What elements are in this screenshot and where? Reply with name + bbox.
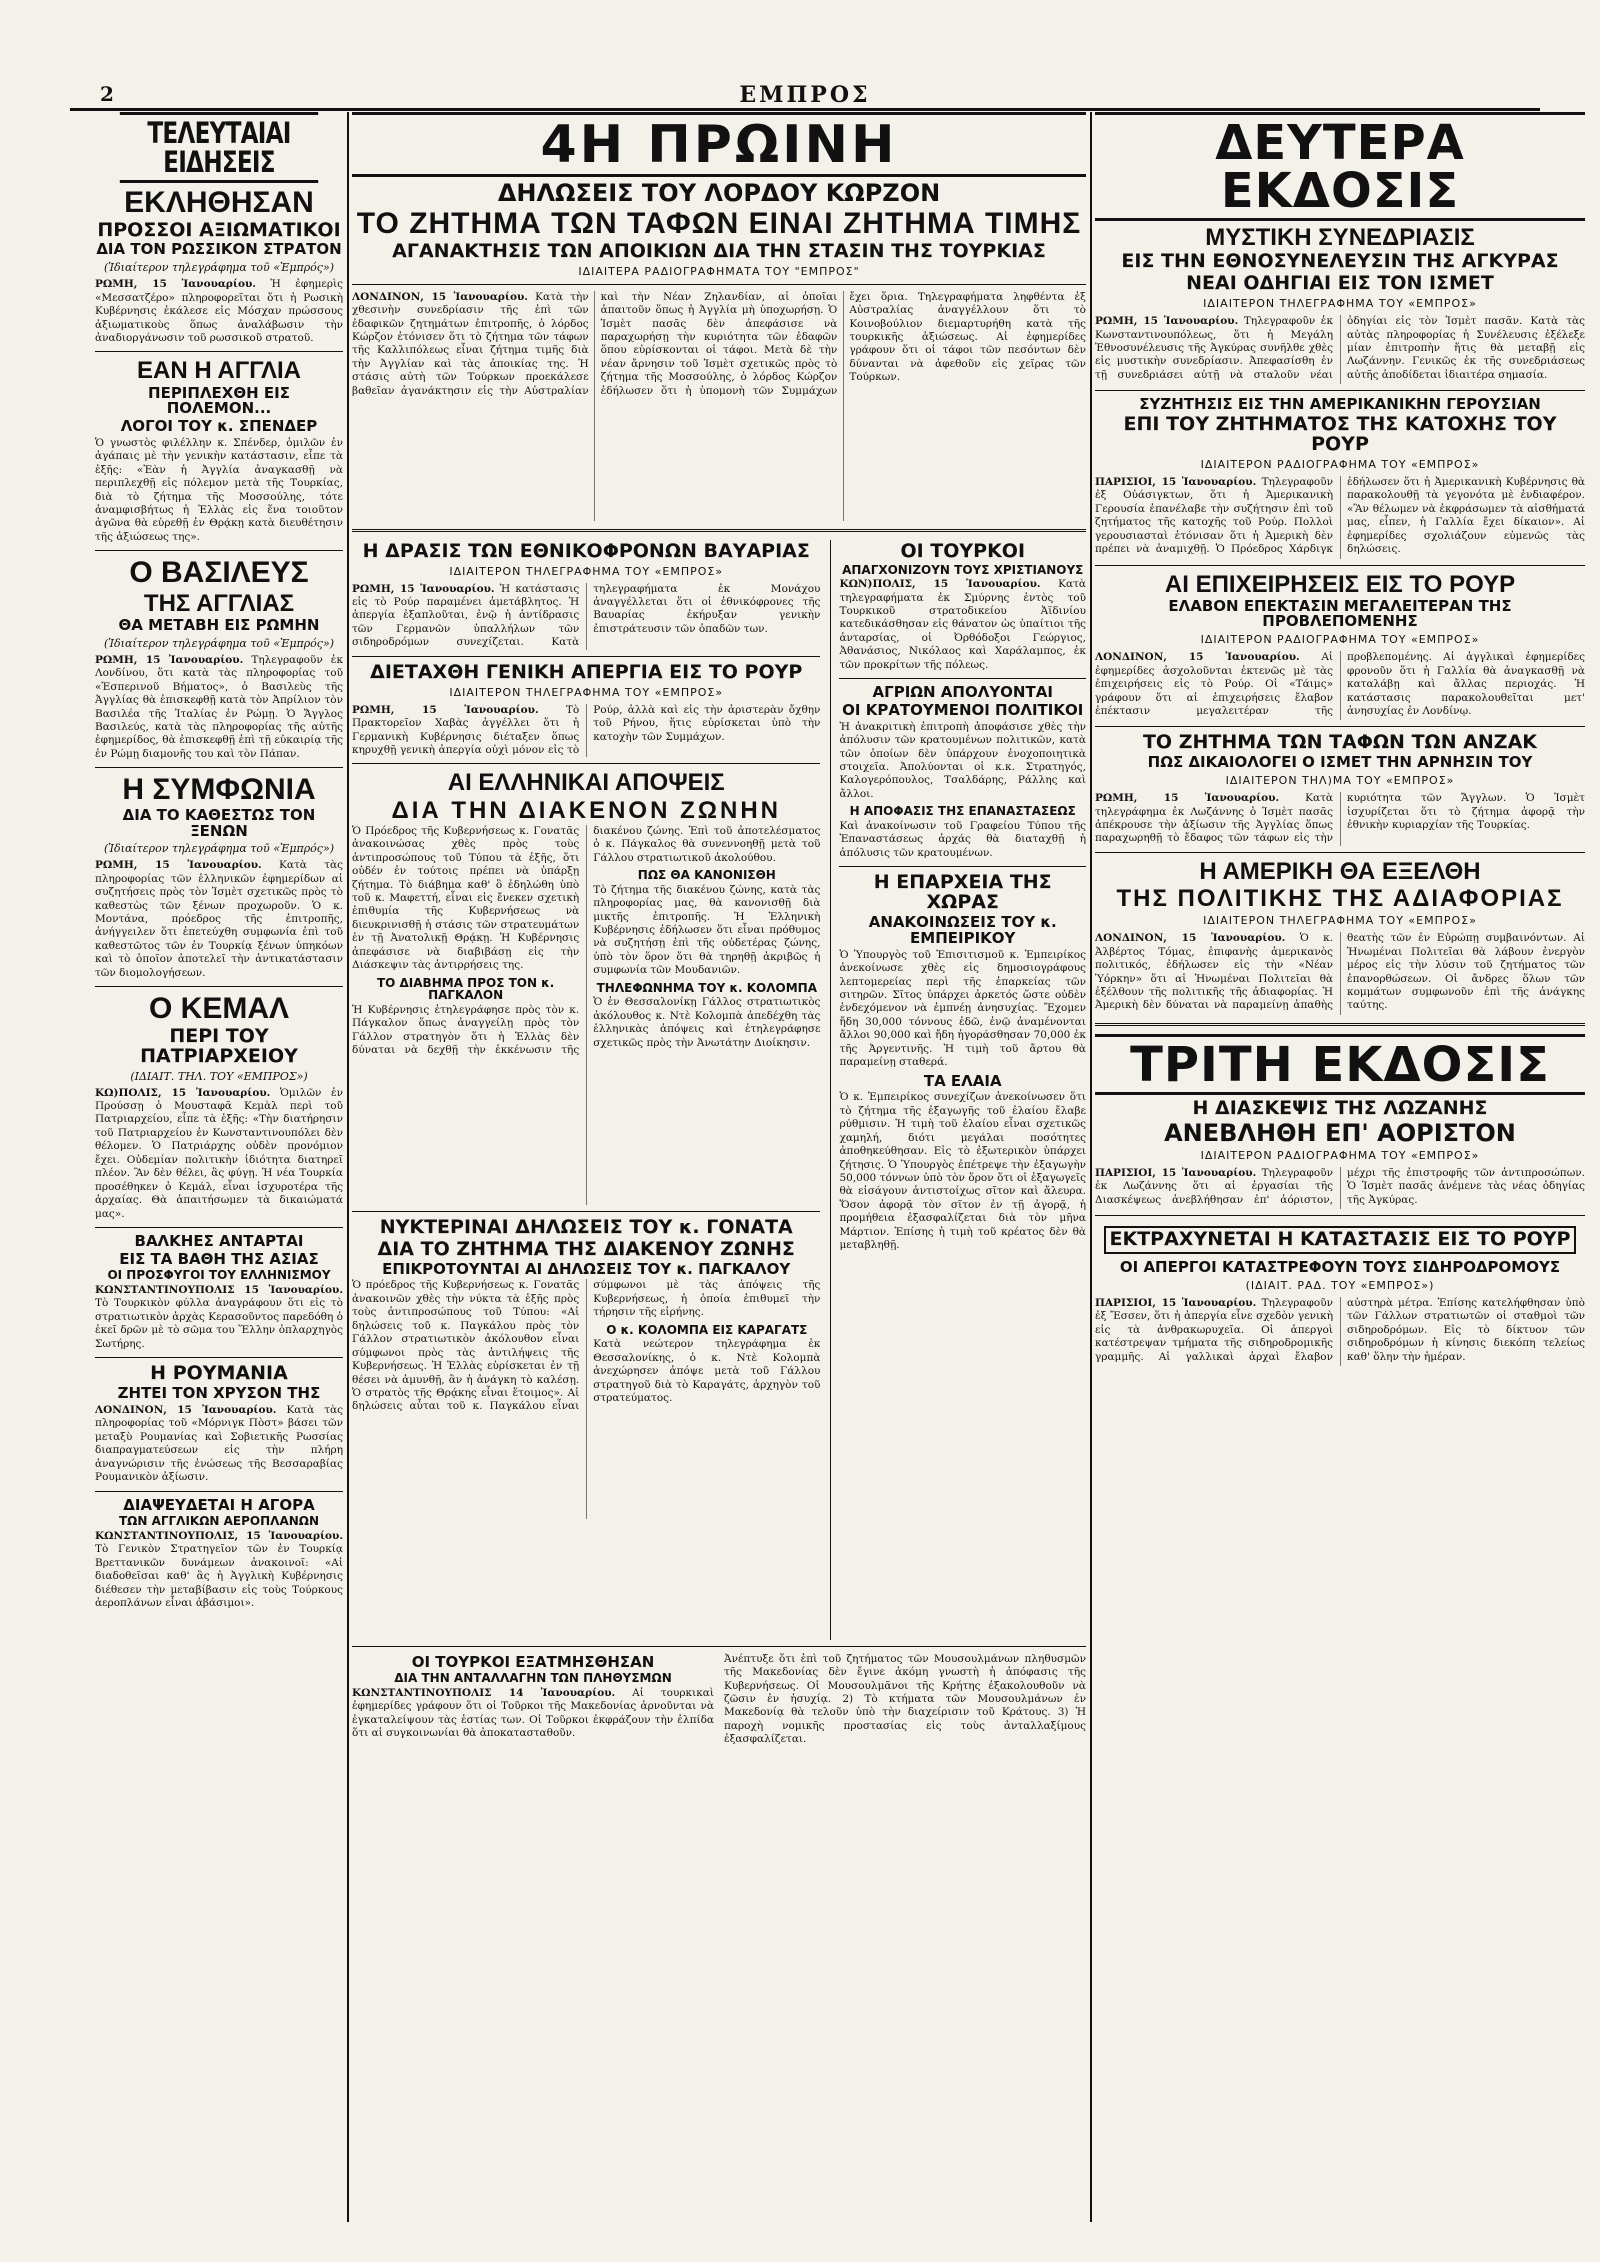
subheadline: ΠΕΡΙΠΛΕΧΘΗ ΕΙΣ ΠΟΛΕΜΟΝ... [148, 383, 290, 418]
divider [1095, 565, 1585, 566]
section-heading: Η ΑΠΟΦΑΣΙΣ ΤΗΣ ΕΠΑΝΑΣΤΑΣΕΩΣ [849, 804, 1076, 819]
dateline: ΡΩΜΗ, 15 Ἰανουαρίου. [95, 278, 256, 291]
subheadline: ΕΙΣ ΤΗΝ ΕΘΝΟΣΥΝΕΛΕΥΣΙΝ ΤΗΣ ΑΓΚΥΡΑΣ [1121, 250, 1559, 273]
divider [352, 1646, 1086, 1647]
middle-banner: 4Η ΠΡΩΙΝΗ [352, 112, 1086, 177]
dateline: ΠΑΡΙΣΙΟΙ, 15 Ἰανουαρίου. [1095, 1166, 1257, 1179]
left-banner: ΤΕΛΕΥΤΑΙΑΙ ΕΙΔΗΣΕΙΣ [120, 112, 318, 183]
headline: ΟΙ ΤΟΥΡΚΟΙ ΕΞΑΤΜΗΣΘΗΣΑΝ [411, 1652, 655, 1671]
dateline: ΡΩΜΗ, 15 Ἰανουαρίου. [1095, 792, 1280, 805]
article-airplanes-denied [95, 1495, 343, 1611]
subheadline: ΑΝΑΚΟΙΝΩΣΕΙΣ ΤΟΥ κ. ΕΜΠΕΙΡΙΚΟΥ [868, 913, 1057, 947]
dateline: ΛΟΝΔΙΝΟΝ, 15 Ἰανουαρίου. [95, 1403, 277, 1416]
column-divider-2 [1090, 112, 1092, 2222]
subheadline: ΕΠΙ ΤΟΥ ΖΗΤΗΜΑΤΟΣ ΤΗΣ ΚΑΤΟΧΗΣ ΤΟΥ ΡΟΥΡ [1123, 413, 1557, 455]
article-body: Τὸ Γενικὸν Στρατηγεῖον τῶν ἐν Τουρκίᾳ Βρεττανικῶν δυνάμεων ἀνακοινοῖ: «Αἱ διαδοθεῖσαι καθ' ἃς ἡ Ἀγγλικὴ Κυβέρνησις διέθεσεν τὴν μεταβίβασιν εἰς τοὺς Τούρκους ἀεροπλάνων εἶναι ἀβάσιμοι». [95, 1543, 343, 1610]
article-body: Ὁ κ. Ἐμπειρίκος συνεχίζων ἀνεκοίνωσεν ὅτι τὸ ζήτημα τῆς ἐξαγωγῆς τοῦ ἐλαίου ἔλαβε ρύθμισιν. Ἡ τιμὴ τοῦ ἐλαίου εἶναι σχετικῶς χαμηλή, διότι μεγάλαι ποσότητες ἀποθηκεύθησαν. Εἰς τὸ ἐξωτερικὸν ὑπάρχει ζήτησις. Ὁ Ὑπουργὸς ἐπέτρεψε τὴν ἐξαγωγὴν 50,000 τόννων ὑπὸ τὸν ὅρον ὅτι οἱ ἐξαγωγεῖς θὰ εἰσάγουν ἀντιστοίχως σῖτον καὶ ἄλευρα. Ὅσον ἀφορᾷ τὸν σῖτον ἐν τῇ ἀγορᾷ, ἡ προμήθεια ἐξασφαλίζεται διὰ τὸν μῆνα Μάρτιον. Ἐπίσης ἡ τιμὴ τοῦ κρέατος δὲν θὰ μεταβληθῇ. [839, 1091, 1086, 1252]
article-lausanne [1095, 1034, 1585, 1209]
dateline: ΡΩΜΗ, 15 Ἰανουαρίου. [1095, 315, 1239, 328]
subheadline: ΝΕΑΙ ΟΔΗΓΙΑΙ ΕΙΣ ΤΟΝ ΙΣΜΕΤ [1186, 272, 1494, 295]
subheadline: ΕΠΙΚΡΟΤΟΥΝΤΑΙ ΑΙ ΔΗΛΩΣΕΙΣ ΤΟΥ κ. ΠΑΓΚΑΛΟΥ [382, 1259, 791, 1278]
telegram-note: ΙΔΙΑΙΤΕΡΑ ΡΑΔΙΟΓΡΑΦΗΜΑΤΑ ΤΟΥ "ΕΜΠΡΟΣ" [578, 264, 860, 278]
article-romania-gold [95, 1364, 343, 1484]
divider [352, 284, 1086, 285]
subheadline: ΟΙ ΑΠΕΡΓΟΙ ΚΑΤΑΣΤΡΕΦΟΥΝ ΤΟΥΣ ΣΙΔΗΡΟΔΡΟΜΟΥΣ [1119, 1258, 1561, 1277]
headline: Η ΔΡΑΣΙΣ ΤΩΝ ΕΘΝΙΚΟΦΡΟΝΩΝ ΒΑΥΑΡΙΑΣ [362, 539, 810, 562]
subheadline: ΔΙΑ ΤΟΝ ΡΩΣΣΙΚΟΝ ΣΤΡΑΤΟΝ [96, 240, 342, 259]
subheadline: ΟΙ ΠΡΟΣΦΥΓΟΙ ΤΟΥ ΕΛΛΗΝΙΣΜΟΥ [107, 1268, 331, 1283]
section-heading: Ο κ. ΚΟΛΟΜΠΑ ΕΙΣ ΚΑΡΑΓΑΤΣ [606, 1322, 808, 1337]
article-body: Ἡ ἀνακριτικὴ ἐπιτροπὴ ἀποφάσισε χθὲς τὴν ἀπόλυσιν τῶν κρατουμένων πολιτικῶν, κατὰ τῶν ὁποίων δὲν ὑπάρχουν ἐνοχοποιητικὰ στοιχεῖα. Ἀπολύονται οἱ κ.κ. Στρατηγός, Καλογερόπουλος, Τσαλδάρης, Ράλλης καὶ ἄλλοι. [839, 720, 1086, 800]
subheadline: ΔΙΑ ΤΟ ΚΑΘΕΣΤΩΣ ΤΟΝ ΞΕΝΩΝ [122, 805, 316, 840]
subheadline: ΤΩΝ ΑΓΓΛΙΚΩΝ ΑΕΡΟΠΛΑΝΩΝ [118, 1514, 320, 1529]
section-heading: ΤΑ ΕΛΑΙΑ [923, 1071, 1002, 1090]
article-body: Ὁ Πρόεδρος τῆς Κυβερνήσεως κ. Γονατᾶς ἀνακοινώσας χθὲς πρὸς τοὺς ἀντιπροσώπους τοῦ Τύπου τὰ ἐξῆς, ὅτι οὐδέν ἐν τούτοις πρέπει νὰ ὑπάρξῃ ζήτημα. Τὸ διάβημα καθ' ὃ ἐδηλώθη ὑπὸ τοῦ κ. Μαφεττή, εἶναι εἰς ἔνεκεν σχετικὴ ἐπιθυμία τῆς Κυβερνήσεως νὰ διευκρινισθῇ ἡ στάσις τῶν στρατευμάτων ἐν τῇ Ἀνατολικῇ Θρᾴκῃ. Ἡ Κυβέρνησις ἀπεφάσισε νὰ διαβιβάσῃ εἰς τὴν Διάσκεψιν τὰς ἀντιρρήσεις της. [352, 824, 580, 972]
dateline: ΛΟΝΔΙΝΟΝ, 15 Ἰανουαρίου. [1095, 932, 1286, 945]
article-body: Κατὰ τὰς πληροφορίας τῶν ἑλληνικῶν ἐφημερίδων αἱ συζητήσεις πρὸς τὸν Ἰσμὲτ σχετικῶς πρὸς τὸ καθεστὼς τῶν ξένων προχωροῦν. Ὁ κ. Μοντάνα, πρόεδρος τῆς ἐπιτροπῆς, ἀνήγγειλεν ὅτι ἐπετεύχθη συμφωνία ἐπὶ τοῦ καθεστῶτος τῶν ἐν Τουρκίᾳ ξένων ὑπηκόων καὶ τὸ ὁποῖον ἀποτελεῖ τὴν ἀντικατάστασιν τῶν διομολογήσεων. [95, 859, 343, 979]
middle-column [352, 112, 1086, 2232]
dateline: ΠΑΡΙΣΙΟΙ, 15 Ἰανουαρίου. [1095, 475, 1257, 488]
article-body: Κατὰ τηλεγραφήματα ἐκ Σμύρνης ἐντὸς τοῦ Τουρκικοῦ στρατοδικείου Ἀϊδινίου κατεδικάσθησαν εἰς θάνατον ὡς ὑπαίτιοι τῆς ἀνταρσίας, οἱ Ὀρθόδοξοι Γεώργιος, Ἀθανάσιος, Νικόλαος καὶ Χαράλαμπος, ἐκ τῶν προκρίτων τῆς πόλεως. [839, 578, 1086, 671]
dateline: ΚΩΝΣΤΑΝΤΙΝΟΥΠΟΛΙΣ 14 Ἰανουαρίου. [352, 1686, 616, 1699]
source-note: (ΙΔΙΑΙΤ. ΤΗΛ. ΤΟΥ «ΕΜΠΡΟΣ») [130, 1069, 308, 1083]
article-political-prisoners [839, 685, 1086, 860]
dateline: ΡΩΜΗ, 15 Ἰανουαρίου. [352, 582, 495, 595]
left-column [95, 112, 343, 2232]
article-body: Ὁμιλῶν ἐν Προύσσῃ ὁ Μουσταφᾶ Κεμὰλ περὶ τοῦ Πατριαρχείου, εἶπε τὰ ἑξῆς: «Τὴν διατήρησιν τοῦ Πατριαρχείου ἐν Κωνσταντινουπόλει δὲν θέλομεν. Ὁ Πατριάρχης οὐδὲν προνόμιον ἔχει. Οὐδεμίαν πολιτικὴν ἰδιότητα διατηρεῖ πλέον. Ἂν δὲν θέλει, ἃς φύγῃ. Ἡ νέα Τουρκία προσέθηκεν ὁ Κεμάλ, εἶναι ἰσχυροτέρα τῆς ἀρχαίας. Θὰ ἀπαιτήσωμεν τὰ δικαιώματά μας». [95, 1086, 343, 1220]
divider [1095, 1215, 1585, 1216]
divider [352, 656, 820, 657]
subheadline: ΔΙΑ ΤΗΝ ΔΙΑΚΕΝΟΝ ΖΩΝΗΝ [391, 796, 781, 824]
article-gonatas [352, 1215, 821, 1520]
article-body: Ἡ ἐφημερὶς «Μεσσατζέρο» πληροφορεῖται ὅτι ἡ Ρωσικὴ Κυβέρνησις ἐκάλεσε εἰς Μόσχαν πρώσσους ἀξιωματικοὺς ὅπως ἀναλάβωσιν τὴν ἀναδιοργάνωσιν τοῦ ρωσσικοῦ στρατοῦ. [95, 278, 343, 344]
headline: ΝΥΚΤΕΡΙΝΑΙ ΔΗΛΩΣΕΙΣ ΤΟΥ κ. ΓΟΝΑΤΑ [379, 1215, 793, 1238]
subheadline: ΟΙ ΚΡΑΤΟΥΜΕΝΟΙ ΠΟΛΙΤΙΚΟΙ [842, 700, 1084, 719]
article-greek-views [352, 770, 820, 1204]
article-body: Αἱ ἐφημερίδες ἀσχολοῦνται ἐκτενῶς μὲ τὰς ἐπιχειρήσεις εἰς τὸ Ρούρ. Οἱ «Τάιμς» γράφουν ὅτι αἱ ἐπιχειρήσεις ἔλαβον ἐπέκτασιν μεγαλειτέραν τῆς προβλεπομένης. Αἱ ἀγγλικαὶ ἐφημερίδες φρονοῦν ὅτι ἡ Γαλλία θὰ ἀναγκασθῇ νὰ καταλάβῃ καὶ ἄλλας περιοχάς. Ἡ κατάστασις παρακολουθεῖται μετ' ἀνησυχίας ἐν Λονδίνῳ. [1095, 651, 1585, 717]
page-header [70, 78, 1540, 111]
article-ruhr-escalation [1095, 1222, 1585, 1366]
article-body: Ὁ Ὑπουργὸς τοῦ Ἐπισιτισμοῦ κ. Ἐμπειρίκος ἀνεκοίνωσε χθὲς εἰς δημοσιογράφους λεπτομερείας περὶ τῆς ἐπαρκείας τῶν σιτηρῶν. Σῖτος ὑπάρχει ἀρκετός ὥστε οὐδὲν ἐνδεχόμενον νὰ ἐμπνέῃ ἀνησυχίας. Ἔχομεν ἤδη 30,000 τόννους ἐδῶ, ἐνῷ ἀναμένονται ἄλλοι 90,000 καὶ ἤδη ἠγοράσθησαν 70,000 ἐκ τῆς Ἀργεντινῆς. Ἡ τιμὴ τοῦ ἄρτου θὰ παραμείνῃ σταθερά. [839, 948, 1086, 1069]
subheadline: ΠΩΣ ΔΙΚΑΙΟΛΟΓΕΙ Ο ΙΣΜΕΤ ΤΗΝ ΑΡΝΗΣΙΝ ΤΟΥ [1147, 753, 1533, 772]
article-body: Ὁ γνωστὸς φιλέλλην κ. Σπένδερ, ὁμιλῶν ἐν ἀγάπαις μὲ τὴν γενικὴν κατάστασιν, εἶπε τὰ ἑξῆς: «Ἐὰν ἡ Ἀγγλία ἀναγκασθῇ νὰ περιπλεχθῇ εἰς πόλεμον μετὰ τῆς Τουρκίας, διὰ τὸ ζήτημα τῆς Μοσσούλης, τότε ἀναμφισβήτως ἡ Ἑλλὰς εἰς ἕνα τοιοῦτον ἀγῶνα θὰ εὑρεθῇ ἐν Θρᾴκῃ κατὰ διευθέτησιν τῆς ἀξιώσεως της». [95, 436, 343, 543]
dateline: ΠΑΡΙΣΙΟΙ, 15 Ἰανουαρίου. [1095, 1296, 1257, 1309]
subheadline: ΑΓΑΝΑΚΤΗΣΙΣ ΤΩΝ ΑΠΟΙΚΙΩΝ ΔΙΑ ΤΗΝ ΣΤΑΣΙΝ ΤΗΣ ΤΟΥΡΚΙΑΣ [392, 239, 1046, 262]
subheadline: ΘΑ ΜΕΤΑΒΗ ΕΙΣ ΡΩΜΗΝ [118, 616, 320, 634]
subheadline: ΔΙΑ ΤΟ ΖΗΤΗΜΑ ΤΗΣ ΔΙΑΚΕΝΟΥ ΖΩΝΗΣ [377, 1237, 795, 1260]
page-number: 2 [100, 82, 114, 106]
right-banner: ΔΕΥΤΕΡΑ ΕΚΔΟΣΙΣ [1095, 112, 1585, 221]
divider [95, 1491, 343, 1492]
headline: ΕΑΝ Η ΑΓΓΛΙΑ [136, 357, 302, 385]
telegram-note: ΙΔΙΑΙΤΕΡΟΝ ΡΑΔΙΟΓΡΑΦΗΜΑ ΤΟΥ «ΕΜΠΡΟΣ» [1200, 633, 1480, 647]
headline-main: ΤΟ ΖΗΤΗΜΑ ΤΩΝ ΤΑΦΩΝ ΕΙΝΑΙ ΖΗΤΗΜΑ ΤΙΜΗΣ [356, 207, 1082, 241]
divider [1095, 726, 1585, 727]
telegram-note: ΙΔΙΑΙΤΕΡΟΝ ΡΑΔΙΟΓΡΑΦΗΜΑ ΤΟΥ «ΕΜΠΡΟΣ» [1200, 457, 1480, 471]
article-body: Τὸ ζήτημα τῆς διακένου ζώνης, κατὰ τὰς πληροφορίας μας, θὰ κανονισθῇ διὰ μικτῆς ἐπιτροπῆς. Ἡ Ἑλληνικὴ Κυβέρνησις ἐδήλωσεν ὅτι εἶναι πρόθυμος νὰ συζητήσῃ ἐπὶ τῆς οὐδετέρας ζώνης, ὑπὸ τὸν ὅρον ὅτι θὰ τηρηθῇ ἀκριβῶς ἡ συμφωνία τῶν Μουδανιῶν. [593, 883, 821, 977]
article-body: Τηλεγραφοῦν ἐξ Οὐάσιγκτων, ὅτι ἡ Ἀμερικανικὴ Γερουσία ἐπανέλαβε τὴν συζήτησιν ἐπὶ τοῦ ζητήματος τῆς κατοχῆς τοῦ Ρούρ. Πολλοὶ γερουσιασταὶ ἐτόνισαν ὅτι ἡ Ἀμερικὴ δὲν πρέπει νὰ ἀναμιχθῇ. Ὁ Πρόεδρος Χάρδιγκ ἐδήλωσεν ὅτι ἡ Ἀμερικανικὴ Κυβέρνησις θὰ παρακολουθῇ τὰ γεγονότα μὲ ἐνδιαφέρον. «Ἂν θέλωμεν νὰ ἐκφράσωμεν τὰ αἰσθήματά μας, εἶπεν, ἡ Γαλλία ἔχει δίκαιον». Αἱ ἐφημερίδες σχολιάζουν εὐμενῶς τὰς δηλώσεις. [1095, 475, 1585, 556]
section-heading: ΤΗΛΕΦΩΝΗΜΑ ΤΟΥ κ. ΚΟΛΟΜΠΑ [596, 980, 818, 995]
article-food-supply [839, 873, 1086, 1252]
headline: ΤΟ ΖΗΤΗΜΑ ΤΩΝ ΤΑΦΩΝ ΤΩΝ ΑΝΖΑΚ [1142, 731, 1538, 754]
article-prussian-officers [95, 187, 343, 345]
dateline: ΚΩΝ)ΠΟΛΙΣ, 15 Ἰανουαρίου. [839, 578, 1041, 591]
dateline: ΡΩΜΗ, 15 Ἰανουαρίου. [95, 653, 244, 666]
subheadline: ΠΕΡΙ ΤΟΥ ΠΑΤΡΙΑΡΧΕΙΟΥ [140, 1024, 298, 1067]
article-rebels-asia [95, 1231, 343, 1351]
dateline: ΡΩΜΗ, 15 Ἰανουαρίου. [352, 703, 539, 716]
newspaper-name: ΕΜΠΡΟΣ [739, 82, 871, 108]
headline: Η ΕΠΑΡΧΕΙΑ ΤΗΣ ΧΩΡΑΣ [873, 871, 1052, 914]
headline: Ο ΚΕΜΑΛ [148, 992, 289, 1026]
dateline: ΛΟΝΔΙΝΟΝ, 15 Ἰανουαρίου. [352, 290, 528, 303]
article-foreigners-agreement [95, 774, 343, 980]
headline: Η ΡΟΥΜΑΝΙΑ [150, 1362, 288, 1385]
article-body: Ὁ ἐν Θεσσαλονίκῃ Γάλλος στρατιωτικὸς ἀκόλουθος κ. Ντὲ Κολομπὰ ἀπεδέχθη τὰς ἑλληνικὰς ἀπόψεις καὶ ἐτηλεγράφησε σχετικῶς πρὸς τὴν Ἀνωτάτην Διοίκησιν. [593, 996, 821, 1049]
subheadline: ΑΠΑΓΧΟΝΙΖΟΥΝ ΤΟΥΣ ΧΡΙΣΤΙΑΝΟΥΣ [842, 562, 1084, 577]
article-us-senate [1095, 397, 1585, 558]
divider [95, 1227, 343, 1228]
section-heading: ΠΩΣ ΘΑ ΚΑΝΟΝΙΣΘΗ [637, 868, 776, 883]
subheadline: ΤΗΣ ΠΟΛΙΤΙΚΗΣ ΤΗΣ ΑΔΙΑΦΟΡΙΑΣ [1116, 885, 1564, 912]
article-ankara-session [1095, 225, 1585, 384]
subheadline: ΔΙΑ ΤΗΝ ΑΝΤΑΛΛΑΓΗΝ ΤΩΝ ΠΛΗΘΥΣΜΩΝ [394, 1671, 672, 1686]
subheadline: ΠΡΟΣΣΟΙ ΑΞΙΩΜΑΤΙΚΟΙ [97, 218, 341, 241]
divider [95, 351, 343, 352]
article-body: Ὁ πρόεδρος τῆς Κυβερνήσεως κ. Γονατᾶς ἀνακοινῶν χθὲς τὴν νύκτα τὰ ἑξῆς πρὸς τοὺς ἀντιπροσώπους τοῦ Τύπου: «Αἱ δηλώσεις τοῦ κ. Παγκάλου πρὸς τὸν Γάλλον στρατιωτικὸν ἀκόλουθον εἶναι σύμφωνοι πρὸς τὰς ἀντιλήψεις τῆς Κυβερνήσεως. Ἡ Ἑλλὰς εὑρίσκεται ἐν τῇ θέσει νὰ ἀμυνθῇ, ἂν ἡ ἀνάγκη τὸ καλέσῃ. Ὁ στρατὸς τῆς Θρᾴκης εἶναι ἕτοιμος». Αἱ δηλώσεις αὗται τοῦ κ. Παγκάλου εἶναι σύμφωνοι μὲ τὰς ἀπόψεις τῆς Κυβερνήσεως, ἡ ὁποία ἐπιθυμεῖ τὴν τήρησιν τῆς εἰρήνης. [352, 1279, 821, 1413]
section-heading: ΤΟ ΔΙΑΒΗΜΑ ΠΡΟΣ ΤΟΝ κ. ΠΑΓΚΑΛΟΝ [376, 975, 555, 1003]
subheadline: ΕΛΑΒΟΝ ΕΠΕΚΤΑΣΙΝ ΜΕΓΑΛΕΙΤΕΡΑΝ ΤΗΣ ΠΡΟΒΛΕΠΟΜΕΝΗΣ [1168, 596, 1512, 631]
telegram-note: ΙΔΙΑΙΤΕΡΟΝ ΤΗΛ)ΜΑ ΤΟΥ «ΕΜΠΡΟΣ» [1225, 774, 1455, 788]
article-england-war [95, 358, 343, 544]
dateline: ΚΩΝΣΤΑΝΤΙΝΟΥΠΟΛΙΣ 15 Ἰανουαρίου. [95, 1284, 343, 1297]
divider [1095, 1023, 1585, 1026]
telegram-note: ΙΔΙΑΙΤΕΡΟΝ ΤΗΛΕΓΡΑΦΗΜΑ ΤΟΥ «ΕΜΠΡΟΣ» [1203, 914, 1477, 928]
headline: ΕΚΛΗΘΗΣΑΝ [124, 186, 314, 219]
article-body: Αἱ τουρκικαὶ ἐφημερίδες γράφουν ὅτι οἱ Τοῦρκοι τῆς Μακεδονίας ἀρνοῦνται νὰ ἐγκαταλείψουν τὰς ἑστίας των. Οἱ Τοῦρκοι ἐκφράζουν τὴν ἐλπίδα ὅτι αἱ συγκοινωνίαι θὰ ἀποκατασταθοῦν. [352, 1686, 714, 1740]
article-ruhr-operations [1095, 572, 1585, 721]
telegram-note: ΙΔΙΑΙΤΕΡΟΝ ΤΗΛΕΓΡΑΦΗΜΑ ΤΟΥ «ΕΜΠΡΟΣ» [449, 564, 724, 578]
headline: ΔΗΛΩΣΕΙΣ ΤΟΥ ΛΟΡΔΟΥ ΚΩΡΖΟΝ [497, 179, 941, 207]
dateline: ΚΩΝΣΤΑΝΤΙΝΟΥΠΟΛΙΣ, 15 Ἰανουαρίου. [95, 1529, 343, 1542]
headline: ΕΚΤΡΑΧΥΝΕΤΑΙ Η ΚΑΤΑΣΤΑΣΙΣ ΕΙΣ ΤΟ ΡΟΥΡ [1104, 1226, 1577, 1254]
article-body: Κατὰ τὰς πληροφορίας τοῦ «Μόρνιγκ Πὸστ» βάσει τῶν μεταξὺ Ρουμανίας καὶ Σοβιετικῆς Ρωσσίας διαπραγματεύσεων εἰς τὴν πλήρη ἀναγνώρισιν τῆς ἐνώσεως τῆς Βεσσαραβίας Ρουμανικὸν ἀξίωσιν. [95, 1403, 343, 1484]
article-body: Καὶ ἀνακοίνωσιν τοῦ Γραφείου Τύπου τῆς Ἐπαναστάσεως ἀρχάς θὰ διαταχθῇ ἡ ἀπόλυσις τῶν κρατουμένων. [839, 819, 1086, 859]
third-edition-banner: ΤΡΙΤΗ ΕΚΔΟΣΙΣ [1095, 1034, 1585, 1095]
headline: Η ΑΜΕΡΙΚΗ ΘΑ ΕΞΕΛΘΗ [1199, 857, 1481, 885]
headline-line2: ΤΗΣ ΑΓΓΛΙΑΣ [143, 589, 295, 617]
telegram-note: ΙΔΙΑΙΤΕΡΟΝ ΤΗΛΕΓΡΑΦΗΜΑ ΤΟΥ «ΕΜΠΡΟΣ» [1203, 297, 1477, 311]
headline: ΑΙ ΕΛΛΗΝΙΚΑΙ ΑΠΟΨΕΙΣ [447, 769, 725, 797]
source-note: (Ἰδιαίτερον τηλεγράφημα τοῦ «Ἐμπρός») [103, 636, 334, 650]
divider [352, 529, 1086, 532]
article-body: Κατὰ νεώτερον τηλεγράφημα ἐκ Θεσσαλονίκης, ὁ κ. Ντὲ Κολομπὰ ἀνεχώρησεν ἀπόψε μετὰ τοῦ Γάλλου στρατηγοῦ διὰ τὸ Καραγάτς, ἀρχηγὸν τοῦ στρατεύματος. [593, 1338, 821, 1405]
subheadline: ΕΙΣ ΤΑ ΒΑΘΗ ΤΗΣ ΑΣΙΑΣ [119, 1249, 319, 1268]
article-america-indifference [1095, 859, 1585, 1015]
telegram-note: ΙΔΙΑΙΤΕΡΟΝ ΡΑΔΙΟΓΡΑΦΗΜΑ ΤΟΥ «ΕΜΠΡΟΣ» [1200, 1148, 1480, 1162]
headline: ΑΙ ΕΠΙΧΕΙΡΗΣΕΙΣ ΕΙΣ ΤΟ ΡΟΥΡ [1164, 570, 1516, 598]
telegram-note: ΙΔΙΑΙΤΕΡΟΝ ΤΗΛΕΓΡΑΦΗΜΑ ΤΟΥ «ΕΜΠΡΟΣ» [449, 685, 724, 699]
divider [1095, 390, 1585, 391]
divider [839, 866, 1086, 867]
article-body: Τηλεγραφοῦν ἐκ Κωνσταντινουπόλεως, ὅτι ἡ Μεγάλη Ἐθνοσυνέλευσις τῆς Ἀγκύρας συνῆλθε χθὲς εἰς μυστικὴν συνεδρίασιν. Ἀπεφασίσθη ἐν τῇ συνεδριάσει αὐτῇ νὰ σταλοῦν νέαι ὁδηγίαι εἰς τὸν Ἰσμὲτ πασᾶν. Κατὰ τὰς αὐτὰς πληροφορίας ἡ Συνέλευσις ἐξέλεξε μίαν ἐπιτροπὴν ἥτις θὰ μεταβῇ εἰς Λωζάννην. Γενικῶς ἐκ τῆς συνεδριάσεως αὐτῆς ἀποδίδεται ἰδιαιτέρα σημασία. [1095, 315, 1585, 381]
article-body: Τὸ Πρακτορεῖον Χαβὰς ἀγγέλλει ὅτι ἡ Γερμανικὴ Κυβέρνησις διέταξεν ὅπως κηρυχθῇ γενικὴ ἀπεργία οὐχὶ μόνον εἰς τὸ Ρούρ, ἀλλὰ καὶ εἰς τὴν ἀριστερὰν ὄχθην τοῦ Ρήνου, ἥτις εὑρίσκεται ὑπὸ τὴν κατοχὴν τῶν Συμμάχων. [352, 703, 821, 756]
subheadline: ΖΗΤΕΙ ΤΟΝ ΧΡΥΣΟΝ ΤΗΣ [117, 1384, 321, 1403]
article-bavaria [352, 539, 821, 650]
dateline: ΚΩ)ΠΟΛΙΣ, 15 Ἰανουαρίου. [95, 1086, 271, 1099]
article-king-england [95, 557, 343, 761]
divider [95, 767, 343, 768]
headline: Η ΣΥΜΦΩΝΙΑ [122, 773, 316, 807]
article-ruhr-strike [352, 660, 821, 758]
column-divider-1 [347, 112, 349, 2222]
article-anzac-graves [1095, 733, 1585, 845]
article-body: Τηλεγραφοῦν ἐξ Ἔσσεν, ὅτι ἡ ἀπεργία εἶνε σχεδὸν γενικὴ εἰς τὰ ἀνθρακωρυχεῖα. Οἱ ἀπεργοὶ κατέστρεψαν τμήματα τῆς σιδηροδρομικῆς γραμμῆς. Αἱ γαλλικαὶ ἀρχαὶ ἔλαβον αὐστηρὰ μέτρα. Ἐπίσης κατελήφθησαν ὑπὸ τῶν Γάλλων στρατιωτῶν οἱ σταθμοὶ τῶν σιδηροδρόμων. Εἰς τὸ δίκτυον τῶν σιδηροδρόμων ἡ κίνησις διεκόπη τελείως καθ' ὅλην τὴν ἡμέραν. [1095, 1296, 1585, 1363]
article-turks-hang-christians [839, 539, 1086, 673]
telegram-note: (ΙΔΙΑΙΤ. ΡΑΔ. ΤΟΥ «ΕΜΠΡΟΣ») [1245, 1278, 1435, 1292]
dateline: ΡΩΜΗ, 15 Ἰανουαρίου. [95, 859, 262, 872]
article-body: Ἡ κατάστασις εἰς τὸ Ρούρ παραμένει ἀμετάβλητος. Ἡ ἀπεργία ἐξαπλοῦται, ἐνῷ ἡ ἀντίδρασις τῶν Γερμανῶν ὑπαλλήλων τῶν σιδηροδρόμων συνεχίζεται. Κατὰ τηλεγραφήματα ἐκ Μονάχου ἀναγγέλλεται ὅτι οἱ ἐθνικόφρονες τῆς Βαυαρίας ἐκήρυξαν γενικὴν ἐπιστράτευσιν τῶν ὀπαδῶν των. [352, 582, 821, 649]
divider [352, 1211, 820, 1212]
article-body: Τηλεγραφοῦν ἐκ Λωζάννης ὅτι αἱ ἐργασίαι τῆς Διασκέψεως ἀνεβλήθησαν ἐπ' ἀόριστον, μέχρι τῆς ἐπιστροφῆς τῶν ἀντιπροσώπων. Ὁ Ἰσμὲτ πασᾶς ἀνέμενε τὰς νέας ὁδηγίας τῆς Ἀγκύρας. [1095, 1166, 1585, 1206]
divider [95, 550, 343, 551]
headline: ΑΓΡΙΩΝ ΑΠΟΛΥΟΝΤΑΙ [872, 683, 1053, 702]
article-body: Ἡ Κυβέρνησις ἐτηλεγράφησε πρὸς τὸν κ. Πάγκαλον ὅπως ἀναγγείλῃ πρὸς τὸν Γάλλον στρατηγὸν ὅτι ἡ Ἑλλὰς δὲν δύναται νὰ δεχθῇ τὴν ἐκκένωσιν τῆς διακένου ζώνης. Ἐπὶ τοῦ ἀποτελέσματος ὁ κ. Πάγκαλος θὰ συνεννοηθῇ μετὰ τοῦ Γάλλου στρατιωτικοῦ ἀκολούθου. [352, 824, 821, 1057]
headline: ΒΑΛΚΗΕΣ ΑΝΤΑΡΤΑΙ [134, 1231, 304, 1250]
divider [1095, 852, 1585, 853]
article-body: Τηλεγραφοῦν ἐκ Λονδίνου, ὅτι κατὰ τὰς πληροφορίας τοῦ «Ἐσπερινοῦ Βήματος», ὁ Βασιλεὺς τῆς Ἀγγλίας θὰ ἐπισκεφθῇ κατὰ τὸν Ἀπρίλιον τὸν Βασιλέα τῆς Ἰταλίας ἐν Ρώμῃ. Ὁ Ἄγγλος Βασιλεύς, κατὰ τὰς πληροφορίας τῆς αὐτῆς ἐφημερίδος, θὰ ἐπισκεφθῇ ἐπὶ τῇ εὐκαιρίᾳ τῆς ἐν Ρώμῃ διαμονῆς του καὶ τὸν Πάπαν. [95, 653, 343, 760]
headline: ΔΙΕΤΑΧΘΗ ΓΕΝΙΚΗ ΑΠΕΡΓΙΑ ΕΙΣ ΤΟ ΡΟΥΡ [370, 660, 803, 683]
article-body: Τὸ Τουρκικὸν φύλλα ἀναγράφουν ὅτι εἰς τὸ στρατιωτικὸν ἀρχὰς Κερασοῦντος παρεδόθη ὁ ἐκεῖ δρῶν μὲ τὸ σῶμα του Ἕλλην ὁπλαρχηγὸς Σωτήρης. [95, 1297, 343, 1350]
dateline: ΛΟΝΔΙΝΟΝ, 15 Ἰανουαρίου. [1095, 651, 1300, 664]
source-note: (Ἰδιαίτερον τηλεγράφημα τοῦ «Ἐμπρός») [103, 261, 334, 275]
source-note: (Ἰδιαίτερον τηλεγράφημα τοῦ «Ἐμπρός») [103, 842, 334, 856]
article-muslims-macedonia [724, 1653, 1086, 1751]
divider [95, 1357, 343, 1358]
subheadline: ΛΟΓΟΙ ΤΟΥ κ. ΣΠΕΝΔΕΡ [120, 417, 318, 436]
divider [352, 763, 820, 764]
headline: ΟΙ ΤΟΥΡΚΟΙ [900, 539, 1026, 562]
headline-main: ΑΝΕΒΛΗΘΗ ΕΠ' ΑΟΡΙΣΤΟΝ [1164, 1118, 1516, 1147]
article-kemal-patriarchate [95, 993, 343, 1221]
article-body: Ἀνέπτυξε ὅτι ἐπὶ τοῦ ζητήματος τῶν Μουσουλμάνων πληθυσμῶν τῆς Μακεδονίας δὲν ἔγινε ἀκόμη γνωστὴ ἡ ἀπόφασις τῆς Κυβερνήσεως. Οἱ Μουσουλμᾶνοι τῆς Κρήτης ἐξακολουθοῦν νὰ ζῶσιν ἐν ἡσυχίᾳ. 2) Τὸ κτήματα τῶν Μουσουλμάνων ἐν Μακεδονίᾳ θὰ τελοῦν ὑπὸ τὴν διαχείρισιν τοῦ Κράτους. 3) Ἡ παροχὴ νομικῆς προστασίας εἰς τοὺς ἀνταλλαξίμους ἐξασφαλίζεται. [724, 1652, 1086, 1746]
article-turks-exchange [352, 1653, 714, 1751]
article-body: Κατὰ τηλεγράφημα ἐκ Λωζάννης ὁ Ἰσμὲτ πασᾶς ἀπέκρουσε τὴν ἀξίωσιν τῆς Ἀγγλίας ὅπως παραχωρηθῇ τὸ ἔδαφος τῶν τάφων εἰς τὴν κυριότητα τῶν Ἄγγλων. Ὁ Ἰσμὲτ ἰσχυρίζεται ὅτι τὸ ζήτημα ἀφορᾷ τὴν ἐθνικὴν κυριαρχίαν τῆς Τουρκίας. [1095, 792, 1585, 845]
article-curzon [352, 181, 1086, 521]
divider [95, 986, 343, 987]
headline: ΜΥΣΤΙΚΗ ΣΥΝΕΔΡΙΑΣΙΣ [1205, 224, 1475, 251]
headline: Η ΔΙΑΣΚΕΨΙΣ ΤΗΣ ΛΩΖΑΝΗΣ [1192, 1096, 1488, 1119]
headline: Ο ΒΑΣΙΛΕΥΣ [129, 556, 309, 590]
divider [839, 678, 1086, 679]
headline: ΔΙΑΨΕΥΔΕΤΑΙ Η ΑΓΟΡΑ [123, 1495, 315, 1514]
article-body: Ὁ κ. Ἀλβέρτος Τόμας, ἐπιφανὴς ἀμερικανὸς πολιτικός, ἐδήλωσεν εἰς τὴν «Νέαν Ὑόρκην» ὅτι αἱ Ἡνωμέναι Πολιτεῖαι θὰ ἐξέλθουν τῆς πολιτικῆς τῆς ἀδιαφορίας. Ἡ Ἀμερικὴ δὲν δύναται νὰ παραμείνῃ ἀπαθὴς θεατὴς τῶν ἐν Εὐρώπῃ συμβαινόντων. Αἱ Ἡνωμέναι Πολιτεῖαι θὰ λάβουν ἐνεργὸν μέρος εἰς τὴν λύσιν τοῦ ζητήματος τῶν ἐπανορθώσεων. Οἱ ἄνδρες ὅλων τῶν κομμάτων συμφωνοῦν ἐπὶ τῆς ἀνάγκης ταύτης. [1095, 932, 1585, 1012]
article-body: Κατὰ τὴν χθεσινὴν συνεδρίασιν τῆς ἐπὶ τῶν ἐδαφικῶν ζητημάτων ἐπιτροπῆς, ὁ λόρδος Κώρζον ἐτόνισεν ὅτι τὸ ζήτημα τῶν τάφων τῆς Καλλιπόλεως εἶναι ζήτημα τιμῆς διὰ τὴν Ἀγγλίαν καὶ τὰς ἀποικίας της. Ἡ στάσις αὐτὴ τῶν Τούρκων προεκάλεσε βαθεῖαν ἀγανάκτησιν εἰς τὴν Αὐστραλίαν καὶ τὴν Νέαν Ζηλανδίαν, αἱ ὁποῖαι ἀπαιτοῦν ὅπως ἡ Ἀγγλία μὴ ὑποχωρήσῃ. Ὁ Ἰσμὲτ πασᾶς δὲν ἀπεφάσισε νὰ παραχωρήσῃ τὴν κυριότητα τῶν ἐδαφῶν ὅπου εὑρίσκονται οἱ τάφοι. Μετὰ δὲ τὴν νέαν ἄρνησιν τοῦ Ἰσμὲτ σχετικῶς πρὸς τὸ ζήτημα τῆς Μοσσούλης, ὁ λόρδος Κώρζον ἐδήλωσεν ὅτι ἡ ὑπομονὴ τῶν Συμμάχων ἔχει ὅρια. Τηλεγραφήματα ληφθέντα ἐξ Αὐστραλίας ἀναγγέλλουν ὅτι τὸ Κοινοβούλιον διεμαρτυρήθη κατὰ τῆς τουρκικῆς ἀξιώσεως. Αἱ ἐφημερίδες γράφουν ὅτι οἱ τάφοι τῶν πεσόντων δὲν δύνανται νὰ ἀφεθοῦν εἰς χεῖρας τῶν Τούρκων. [352, 290, 1086, 397]
right-column [1095, 112, 1585, 2232]
headline: ΣΥΖΗΤΗΣΙΣ ΕΙΣ ΤΗΝ ΑΜΕΡΙΚΑΝΙΚΗΝ ΓΕΡΟΥΣΙΑΝ [1139, 395, 1541, 414]
